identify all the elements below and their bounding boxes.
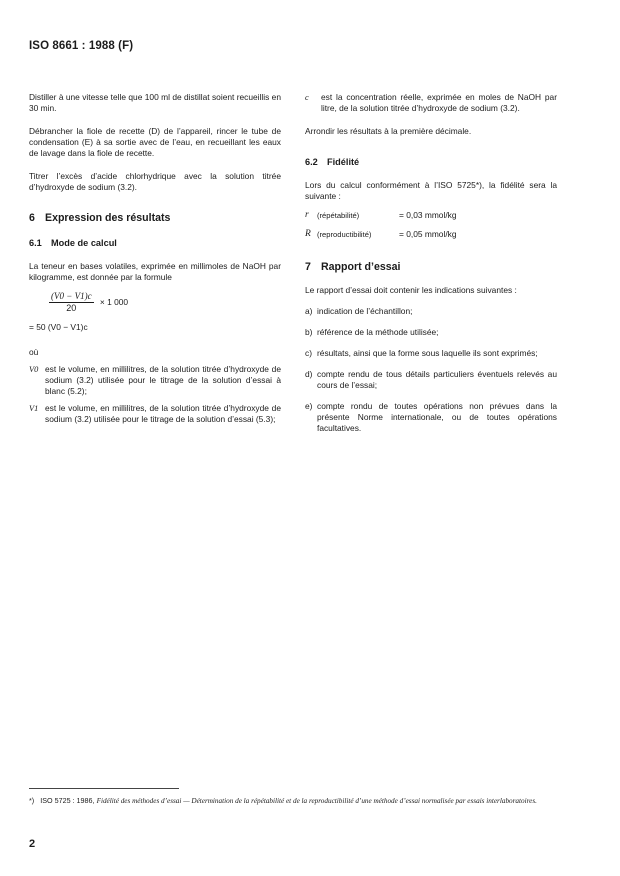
- fidelity-label: (répétabilité): [317, 211, 360, 220]
- footnote-mark: *): [29, 796, 35, 805]
- list-item: [305, 348, 557, 359]
- section-7-heading: [305, 262, 557, 273]
- footnote-title: Fidélité des méthodes d’essai — Détermination de la répétabilité et de la reproductibilité d’une méthode d’essai normalisée par essais interlaboratoires.: [96, 797, 537, 805]
- footnote-divider: [29, 788, 179, 789]
- page-number: 2: [29, 838, 36, 850]
- section-6-2-heading: [305, 157, 557, 168]
- list-item: [305, 401, 557, 434]
- section-title: Expression des résultats: [45, 212, 171, 224]
- fraction-numerator: (V0 − V1)c: [51, 291, 92, 301]
- left-column: [29, 92, 281, 425]
- definition-text: est le volume, en millilitres, de la solution titrée d’hydroxyde de sodium (3.2) utilisée pour le titrage de la solution d’essai à blanc (5.2);: [45, 364, 281, 396]
- list-text: compte rendu de tous détails particuliers éventuels relevés au cours de l’essai;: [317, 369, 557, 390]
- section-number: 6: [29, 212, 35, 224]
- fraction-denominator: 20: [66, 303, 77, 313]
- list-item: [305, 369, 557, 391]
- symbol-r: r: [305, 210, 309, 220]
- document-header: ISO 8661 : 1988 (F): [29, 40, 134, 52]
- section-title: Rapport d’essai: [321, 261, 401, 273]
- symbol-c: c: [305, 93, 309, 102]
- formula-multiplier: × 1 000: [99, 297, 129, 307]
- section-title: Mode de calcul: [51, 238, 117, 248]
- paragraph-titrer: Titrer l’excès d’acide chlorhydrique avec la solution titrée d’hydroxyde de sodium (3.2).: [29, 171, 281, 192]
- definition-text: est le volume, en millilitres, de la solution titrée d’hydroxyde de sodium (3.2) utilisée pour le titrage de la solution d’essai (5.3);: [45, 403, 281, 424]
- right-column: [305, 92, 557, 434]
- paragraph-teneur: La teneur en bases volatiles, exprimée en millimoles de NaOH par kilogramme, est donnée par la formule: [29, 261, 281, 282]
- paragraph-rapport: Le rapport d’essai doit contenir les indications suivantes :: [305, 285, 517, 295]
- section-number: 7: [305, 261, 311, 273]
- fidelity-label: (reproductibilité): [317, 230, 372, 239]
- formula-fraction: [29, 291, 281, 314]
- section-6-heading: [29, 213, 281, 224]
- symbol-v0: V0: [29, 365, 39, 374]
- formula-result: = 50 (V0 − V1)c: [29, 322, 88, 332]
- footnote: [29, 796, 569, 807]
- definition-c: [305, 92, 557, 114]
- list-letter: b): [305, 327, 313, 337]
- list-text: résultats, ainsi que la forme sous laquelle ils sont exprimés;: [317, 348, 538, 358]
- list-text: compte rondu de toutes opérations non prévues dans la présente Norme internationale, ou de toutes opérations facultatives.: [317, 401, 557, 433]
- list-text: référence de la méthode utilisée;: [317, 327, 439, 337]
- list-letter: a): [305, 306, 313, 316]
- section-title: Fidélité: [327, 157, 360, 167]
- ou-label: où: [29, 347, 39, 357]
- fraction: [49, 291, 94, 314]
- paragraph-arrondir: Arrondir les résultats à la première décimale.: [305, 126, 472, 136]
- definition-text: est la concentration réelle, exprimée en moles de NaOH par litre, de la solution titrée d’hydroxyde de sodium (3.2).: [321, 92, 557, 113]
- list-item: [305, 327, 557, 338]
- list-letter: c): [305, 348, 312, 358]
- section-number: 6.1: [29, 238, 42, 248]
- section-6-1-heading: [29, 238, 281, 249]
- fidelity-repeatability: [305, 210, 557, 221]
- footnote-reference: ISO 5725 : 1986,: [40, 796, 95, 805]
- symbol-v1: V1: [29, 404, 39, 413]
- symbol-R: R: [305, 229, 311, 239]
- definition-v1: [29, 403, 281, 425]
- list-letter: e): [305, 401, 313, 411]
- list-item: [305, 306, 557, 317]
- paragraph-debrancher: Débrancher la fiole de recette (D) de l’appareil, rincer le tube de condensation (E) à sa sortie avec de l’eau, en recueillant les eaux de lavage dans la fiole de recette.: [29, 126, 281, 158]
- paragraph-fidelite: Lors du calcul conformément à l’ISO 5725*), la fidélité sera la suivante :: [305, 180, 557, 201]
- section-number: 6.2: [305, 157, 318, 167]
- paragraph-distiller: Distiller à une vitesse telle que 100 ml de distillat soient recueillis en 30 min.: [29, 92, 281, 113]
- definition-v0: [29, 364, 281, 397]
- list-text: indication de l’échantillon;: [317, 306, 413, 316]
- fidelity-value: = 0,03 mmol/kg: [399, 210, 457, 220]
- list-letter: d): [305, 369, 313, 379]
- fidelity-value: = 0,05 mmol/kg: [399, 229, 457, 239]
- fidelity-reproducibility: [305, 229, 557, 240]
